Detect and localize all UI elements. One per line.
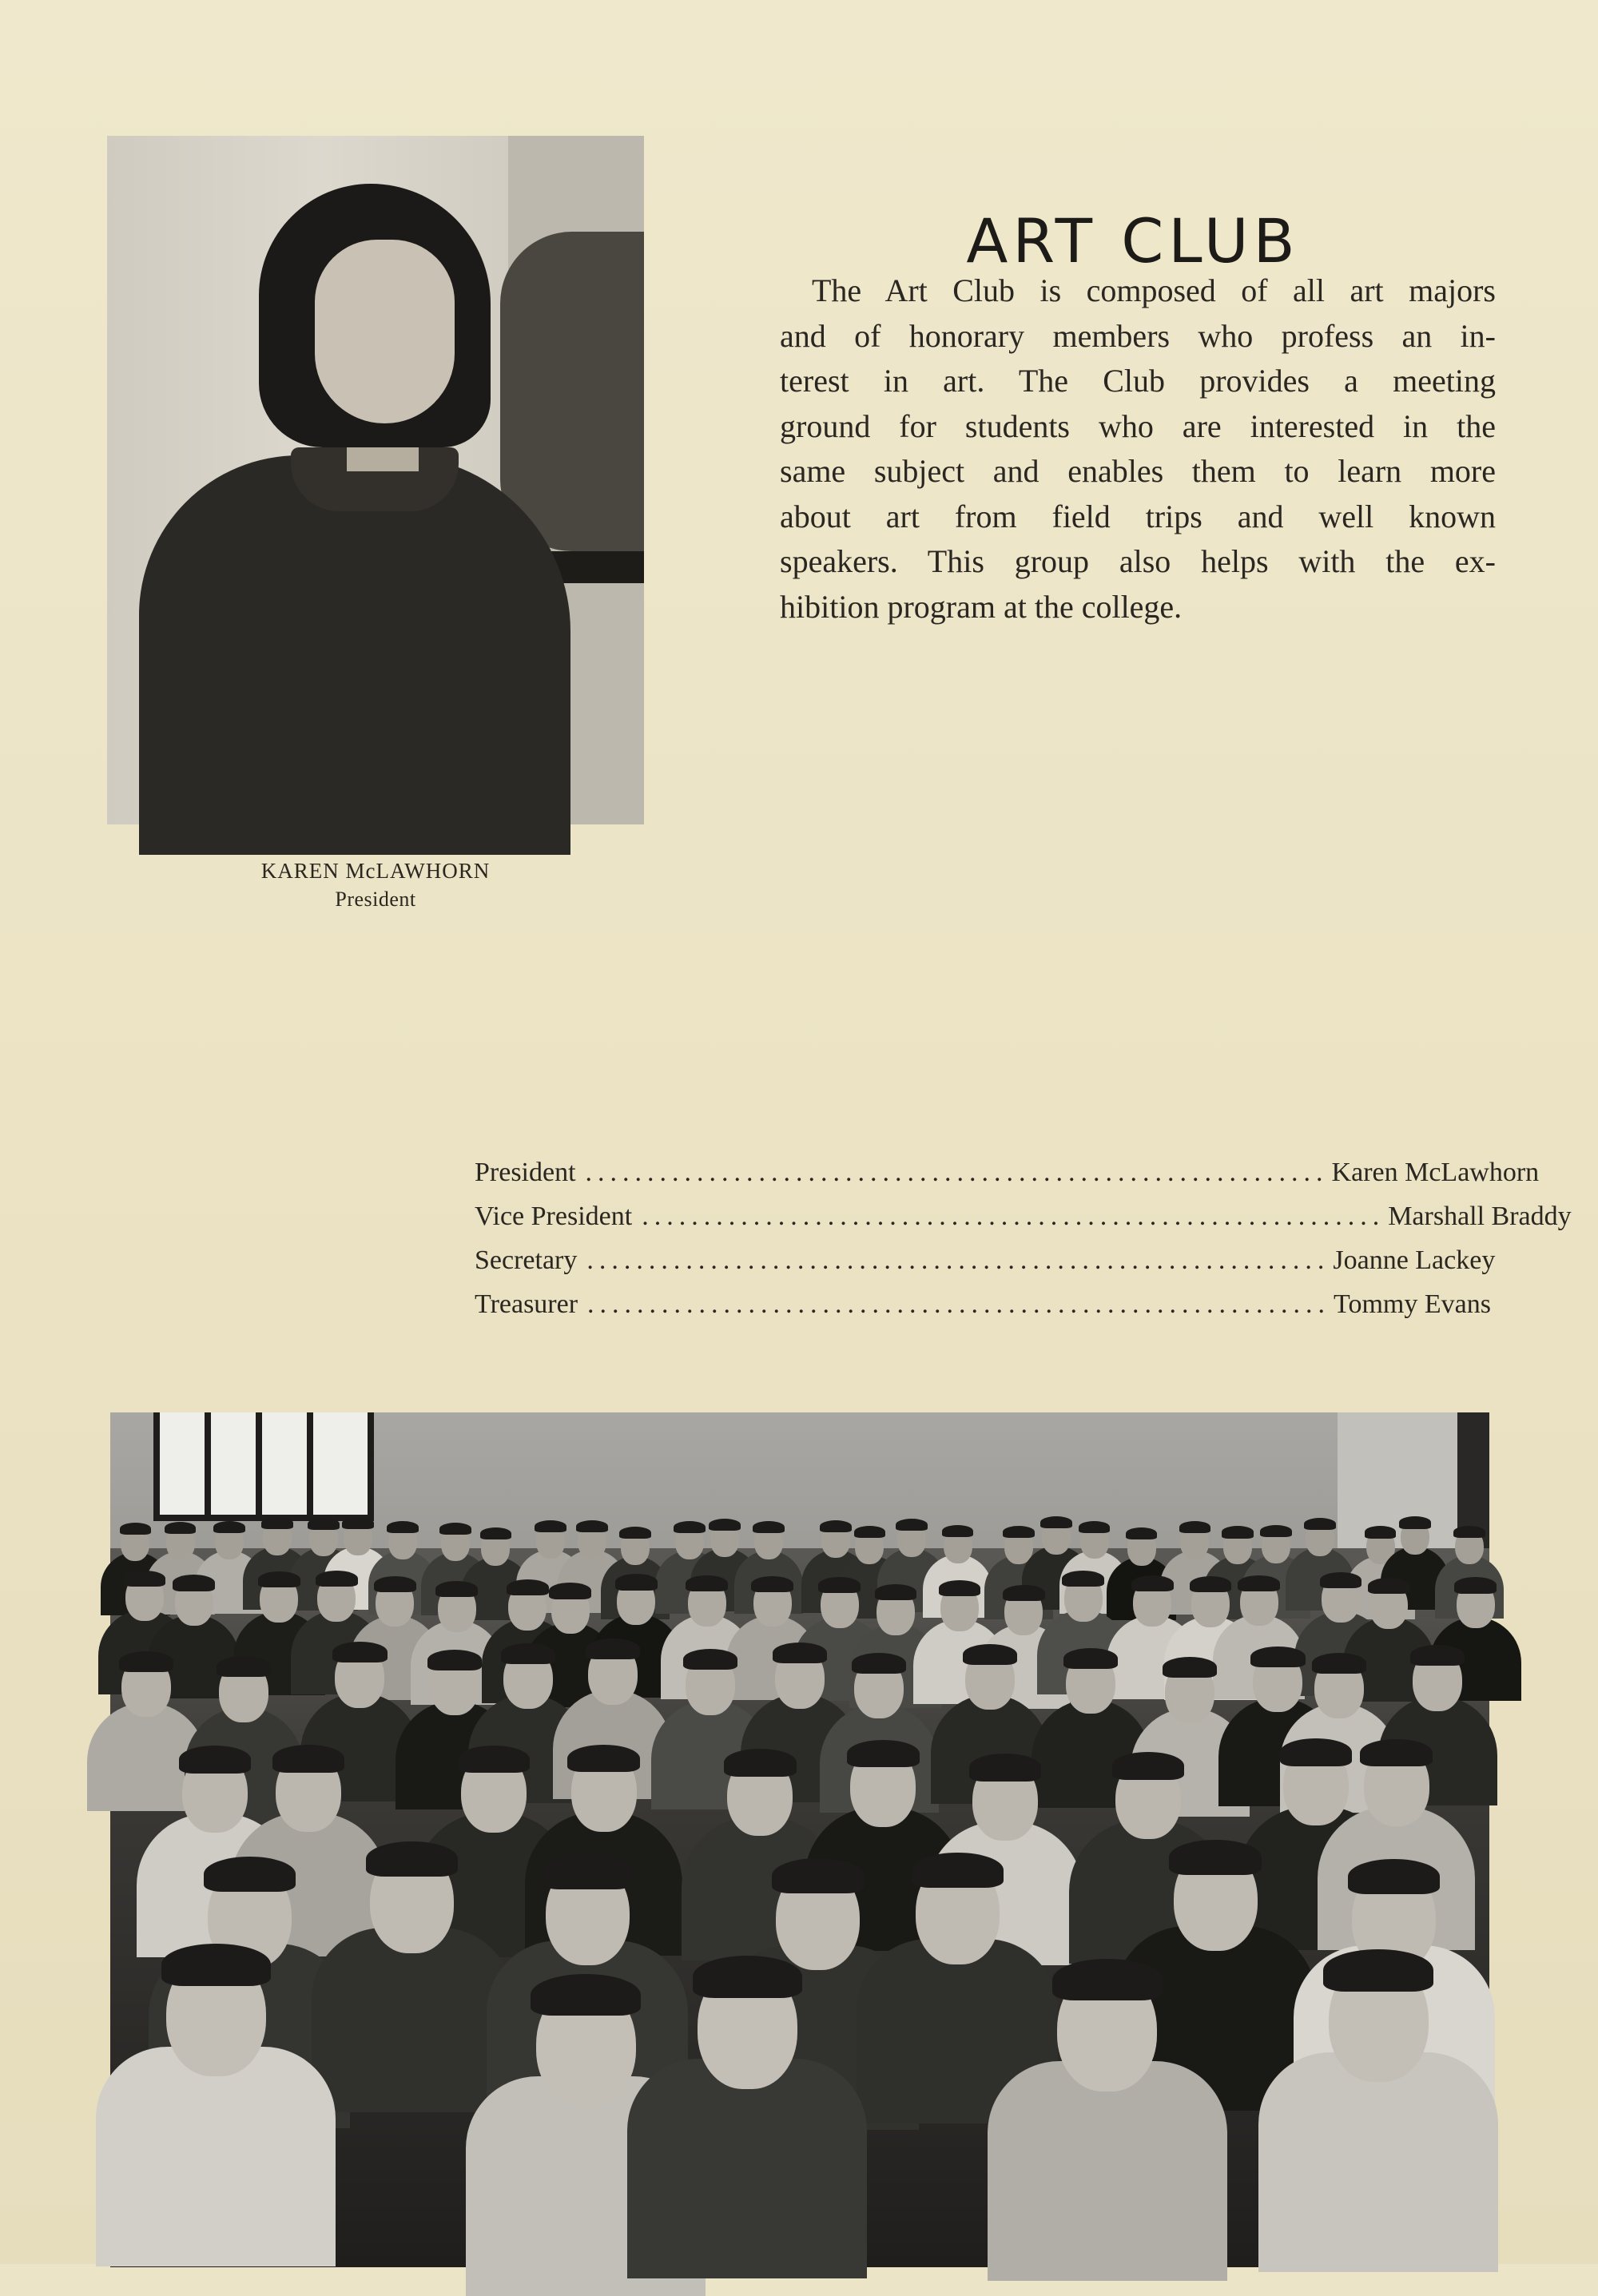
portrait-role: President (335, 888, 416, 911)
leader-dots: ............................................................ (587, 1289, 1331, 1319)
leader-dots: ............................................................ (586, 1245, 1330, 1275)
leader-dots: ............................................................ (585, 1158, 1329, 1187)
officer-title: Secretary (475, 1245, 578, 1275)
portrait-name: KAREN McLAWHORN (260, 859, 491, 883)
description-line: terest in art. The Club provides a meeting (780, 363, 1496, 399)
club-group-photo (110, 1412, 1489, 2264)
officer-row (475, 1194, 1572, 1238)
officer-name: Karen McLawhorn (1331, 1158, 1540, 1187)
page-title: ART CLUB (966, 205, 1300, 276)
officer-name: Joanne Lackey (1333, 1245, 1496, 1275)
window (153, 1412, 374, 1521)
description-line: ground for students who are interested in the (780, 407, 1496, 444)
club-description (780, 268, 1496, 630)
description-line: The Art Club is composed of all art majors (812, 272, 1496, 308)
officer-row (475, 1150, 1540, 1194)
officer-title: Treasurer (475, 1289, 578, 1319)
portrait-caption (107, 856, 644, 914)
leader-dots: ............................................................ (642, 1202, 1385, 1231)
description-line: hibition program at the college. (780, 588, 1183, 625)
description-line: speakers. This group also helps with the ex- (780, 543, 1496, 579)
description-line: about art from field trips and well known (780, 498, 1496, 534)
officer-name: Marshall Braddy (1388, 1202, 1572, 1231)
description-line: same subject and enables them to learn more (780, 453, 1496, 489)
officer-title: Vice President (475, 1202, 633, 1231)
officers-list (475, 1150, 1572, 1326)
officer-name: Tommy Evans (1334, 1289, 1491, 1319)
officer-row (475, 1238, 1496, 1282)
president-portrait-photo (107, 136, 644, 824)
officer-row (475, 1282, 1491, 1326)
officer-title: President (475, 1158, 576, 1187)
description-line: and of honorary members who profess an in- (780, 317, 1496, 354)
